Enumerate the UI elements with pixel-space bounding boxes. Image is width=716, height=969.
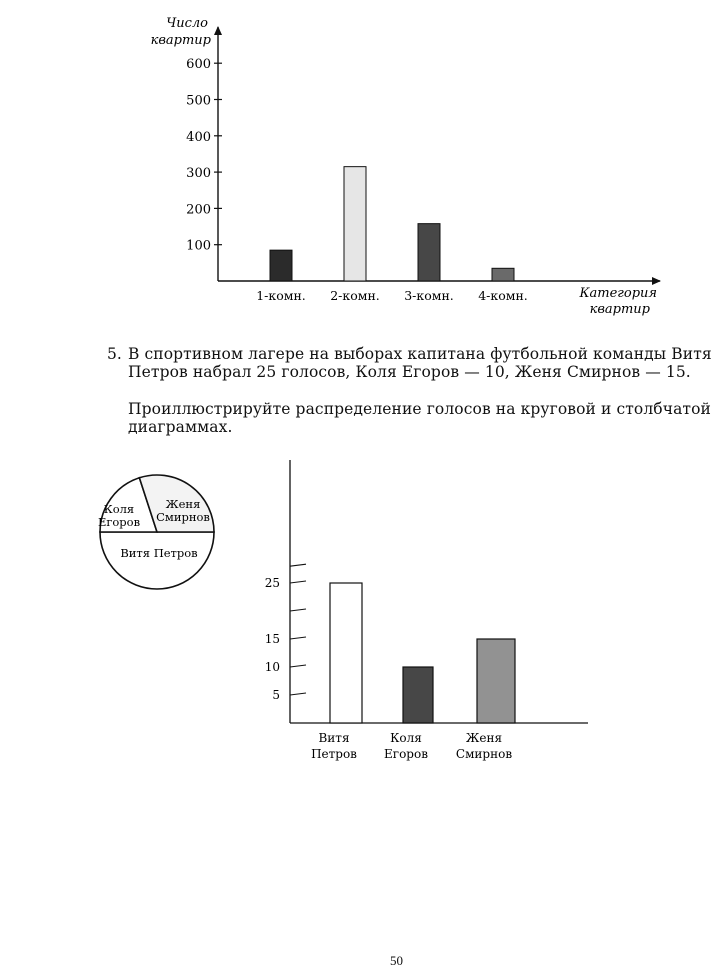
y-tick-mark <box>290 693 306 695</box>
category-label: 3-комн. <box>404 288 454 303</box>
pie-label-vitya: Витя Петров <box>120 546 198 560</box>
task-line-1: В спортивном лагере на выборах капитана футбольной команды Витя <box>128 345 712 363</box>
category-label: Петров <box>311 747 357 761</box>
task-number: 5. <box>107 345 122 363</box>
y-tick-label: 10 <box>264 660 280 674</box>
y-tick-label: 500 <box>186 93 211 109</box>
y-tick-label: 300 <box>186 166 211 182</box>
y-axis-label-line2: квартир <box>150 33 211 48</box>
bar-3-комн. <box>418 224 440 281</box>
category-label: Коля <box>390 731 422 745</box>
y-tick-mark <box>290 665 306 667</box>
category-label: Смирнов <box>455 747 513 761</box>
bar-Коля Егоров <box>403 667 433 723</box>
task-line-3: Проиллюстрируйте распределение голосов на круговой и столбчатой <box>128 400 711 418</box>
category-label: 1-комн. <box>256 288 306 303</box>
y-tick-label: 600 <box>186 57 211 73</box>
bar-4-комн. <box>492 268 514 281</box>
y-tick-label: 5 <box>272 688 280 702</box>
pie-label-zhenya: Смирнов <box>156 510 210 524</box>
y-tick-label: 25 <box>264 576 280 590</box>
y-tick-label: 15 <box>264 632 280 646</box>
pie-slice-Витя Петров <box>100 532 214 589</box>
category-label: 2-комн. <box>330 288 380 303</box>
bar-2-комн. <box>344 167 366 281</box>
task-line-4: диаграммах. <box>128 418 233 436</box>
votes-pie-chart <box>85 465 230 600</box>
y-tick-mark <box>290 637 306 639</box>
x-axis-label-line1: Категория <box>579 286 657 301</box>
x-axis-label-line2: квартир <box>589 302 650 317</box>
votes-bar-chart <box>250 455 610 775</box>
pie-label-kolya: Егоров <box>97 515 141 529</box>
category-label: Витя <box>318 731 350 745</box>
category-label: 4-комн. <box>478 288 528 303</box>
y-tick-label: 400 <box>186 129 211 145</box>
bar-Женя Смирнов <box>477 639 515 723</box>
pie-label-zhenya: Женя <box>165 497 201 511</box>
y-tick-mark <box>290 581 306 583</box>
page-number: 50 <box>390 953 403 968</box>
pie-label-kolya: Коля <box>103 502 135 516</box>
bar-Витя Петров <box>330 583 362 723</box>
y-tick-label: 100 <box>186 238 211 254</box>
y-axis-label-line1: Число <box>166 16 208 31</box>
category-label: Женя <box>465 731 503 745</box>
y-tick-label: 200 <box>186 202 211 218</box>
y-tick-mark <box>290 564 306 566</box>
task-line-2: Петров набрал 25 голосов, Коля Егоров — 10, Женя Смирнов — 15. <box>128 363 691 381</box>
category-label: Егоров <box>384 747 428 761</box>
y-tick-mark <box>290 609 306 611</box>
bar-1-комн. <box>270 250 292 281</box>
apartments-bar-chart <box>0 0 716 330</box>
